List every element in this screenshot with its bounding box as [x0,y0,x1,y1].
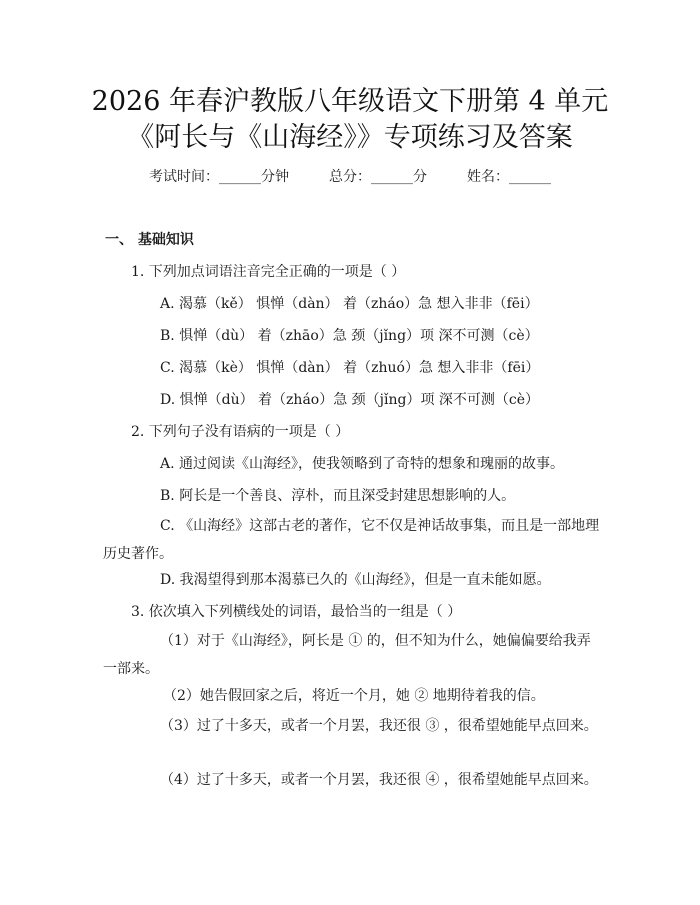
section-heading: 一、 基础知识 [105,232,194,248]
question-3-sentence-4: （4）过了十多天，或者一个月罢，我还很 ④ ，很希望她能早点回来。 [160,772,598,788]
question-2-stem: 2. 下列句子没有语病的一项是（ ） [131,424,350,440]
student-name: 姓名：______ [467,169,551,185]
question-1-option-a: A. 渴慕（kě） 惧惮（dàn） 着（zháo）急 想入非非（fēi） [160,296,539,312]
question-1-stem: 1. 下列加点词语注音完全正确的一项是（ ） [131,264,406,280]
question-2-option-c: C. 《山海经》这部古老的著作，它不仅是神话故事集，而且是一部地理历史著作。 [103,518,600,562]
question-2-option-a: A. 通过阅读《山海经》，使我领略到了奇特的想象和瑰丽的故事。 [160,456,565,472]
question-3-sentence-1: （1）对于《山海经》，阿长是 ① 的，但不知为什么，她偏偏要给我弄一部来。 [103,633,591,677]
question-2-option-d: D. 我渴望得到那本渴慕已久的《山海经》，但是一直未能如愿。 [160,572,551,588]
question-1-option-b: B. 惧惮（dù） 着（zhāo）急 颈（jǐng）项 深不可测（cè） [160,328,539,344]
question-3-stem: 3. 依次填入下列横线处的词语，最恰当的一组是（ ） [131,604,462,620]
question-3-sentence-2: （2）她告假回家之后，将近一个月，她 ② 地期待着我的信。 [163,688,545,704]
question-3-sentence-3: （3）过了十多天，或者一个月罢，我还很 ③ ，很希望她能早点回来。 [160,718,598,734]
doc-title-line-1: 2026 年春沪教版八年级语文下册第 4 单元 [91,86,609,117]
question-2-option-b: B. 阿长是一个善良、淳朴，而且深受封建思想影响的人。 [160,488,516,504]
exam-time: 考试时间：______分钟 [149,169,289,185]
question-1-option-d: D. 惧惮（dù） 着（zháo）急 颈（jǐng）项 深不可测（cè） [160,392,540,408]
exam-info [0,167,700,187]
doc-title-line-2: 《阿长与《山海经》》专项练习及答案 [127,122,573,153]
total-score: 总分：______分 [329,169,427,185]
question-1-option-c: C. 渴慕（kè） 惧惮（dàn） 着（zhuó）急 想入非非（fēi） [160,360,540,376]
